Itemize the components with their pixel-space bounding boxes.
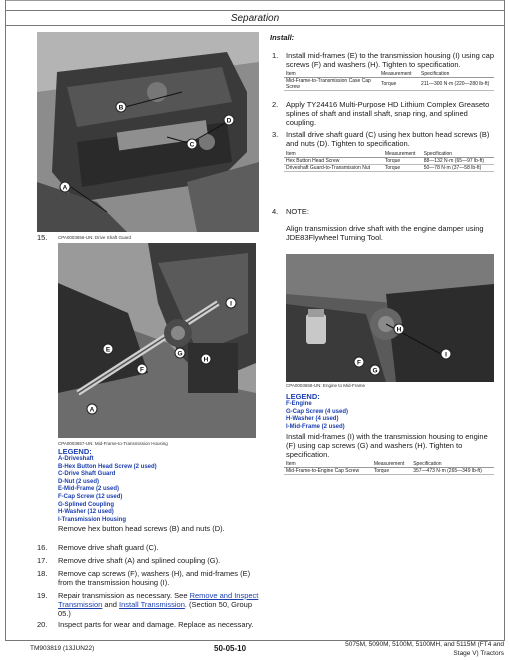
footer-models-line1: 5075M, 5090M, 5100M, 5100MH, and 5115M (FT4 and <box>345 641 504 648</box>
spec-table-mid-frame-transmission <box>284 71 494 91</box>
spec-1-col-measurement: Measurement <box>379 71 419 78</box>
step-19-post: . (Section 50, Group 05.) <box>58 600 253 618</box>
install-step-3-number: 3. <box>272 130 279 139</box>
step-15-number: 15. <box>37 233 48 242</box>
step-20-number: 20. <box>37 620 48 629</box>
callout-f3-label: F <box>357 359 361 367</box>
right-legend <box>286 392 348 431</box>
install-step-4-number: 4. <box>272 207 279 216</box>
legend-item-f: F-Cap Screw (12 used) <box>58 493 123 500</box>
callout-f-label: F <box>140 366 144 374</box>
step-19-text <box>58 591 263 618</box>
callout-g-label: G <box>177 350 183 358</box>
step-17-number: 17. <box>37 556 48 565</box>
install-heading: Install: <box>270 33 295 42</box>
figure-mid-frame-transmission <box>58 243 256 438</box>
legend-item-h: H-Washer (12 used) <box>58 509 114 516</box>
callout-d-label: D <box>226 117 232 125</box>
spec-1-col-spec: Specification <box>419 71 494 78</box>
step-16-text: Remove drive shaft guard (C). <box>58 543 159 552</box>
step-16-number: 16. <box>37 543 48 552</box>
spec-2-col-spec: Specification <box>422 151 494 158</box>
spec-2-row1-measurement: Torque <box>383 158 422 165</box>
step-19-mid: and <box>104 600 117 609</box>
spec-3-col-item: Item <box>284 461 372 468</box>
figure-engine-mid-frame <box>286 254 494 382</box>
legend-item-d: D-Nut (2 used) <box>58 478 99 485</box>
callout-a2-label: A <box>89 406 95 414</box>
note-text: Align transmission drive shaft with the engine damper using JDE83Flywheel Turning Tool. <box>286 224 484 242</box>
legend-item-g: G-Splined Coupling <box>58 501 114 508</box>
callout-h3-label: H <box>396 326 402 334</box>
legend-item-h-washer: H-Washer (4 used) <box>286 416 339 423</box>
step-20-text: Inspect parts for wear and damage. Replace as necessary. <box>58 620 254 629</box>
install-step-1-number: 1. <box>272 51 279 60</box>
callout-e-label: E <box>105 346 111 354</box>
left-legend <box>58 447 157 524</box>
legend-item-a: A-Driveshaft <box>58 456 94 462</box>
step-18-number: 18. <box>37 569 48 578</box>
footer-page-number: 50-05-10 <box>214 644 247 653</box>
spec-3-row-measurement: Torque <box>372 468 411 475</box>
callout-b-label: B <box>118 104 124 112</box>
spec-3-col-spec: Specification <box>411 461 494 468</box>
left-legend-title: LEGEND: <box>58 447 92 456</box>
spec-3-row-spec: 357—473 N·m (265—349 lb-ft) <box>411 468 494 475</box>
legend-item-i-mid-frame: I-Mid-Frame (2 used) <box>286 423 345 430</box>
spec-1-row-item: Mid-Frame-to-Transmission Case Cap Screw <box>284 78 379 91</box>
install-mid-frames-text: Install mid-frames (I) with the transmission housing to engine (F) using cap screws (G) and washers (H). Tighten to specification. <box>286 432 488 459</box>
footer-doc-id: TM903819 (13JUN22) <box>30 645 95 652</box>
install-step-2-text: Apply TY24416 Multi-Purpose HD Lithium Complex Greaseto splines of shaft and install shaft, snap ring, and splined coupling. <box>286 100 490 127</box>
right-legend-title: LEGEND: <box>286 392 320 401</box>
legend-item-e: E-Mid-Frame (2 used) <box>58 486 120 493</box>
figure-3-illustration <box>286 254 494 382</box>
step-19-pre: Repair transmission as necessary. See <box>58 591 188 600</box>
install-step-2-number: 2. <box>272 100 279 109</box>
legend-item-i: I-Transmission Housing <box>58 516 127 523</box>
spec-table-guard <box>284 151 494 172</box>
spec-3-col-measurement: Measurement <box>372 461 411 468</box>
page-footer <box>0 640 510 660</box>
legend-item-b: B-Hex Button Head Screw (2 used) <box>58 463 157 470</box>
spec-2-row2-measurement: Torque <box>383 165 422 172</box>
figure-drive-shaft-guard <box>37 32 259 232</box>
link-install-transmission[interactable]: Install Transmission <box>119 600 185 609</box>
callout-g3-label: G <box>372 367 378 375</box>
spec-3-row-item: Mid-Frame-to-Engine Cap Screw <box>284 468 372 475</box>
link-remove-inspect-transmission[interactable]: Remove and Inspect Transmission <box>58 591 259 609</box>
table-row <box>284 78 494 91</box>
callout-c-label: C <box>189 141 195 149</box>
spec-2-row1-spec: 88—132 N·m (65—97 lb-ft) <box>422 158 494 165</box>
figure-1-caption: CPA0003656-UN: Drive Shaft Guard <box>58 235 131 240</box>
legend-item-g-cap-screw: G-Cap Screw (4 used) <box>286 408 349 415</box>
remove-screws-text: Remove hex button head screws (B) and nuts (D). <box>58 524 225 533</box>
spec-1-row-measurement: Torque <box>379 78 419 91</box>
legend-item-f-engine: F-Engine <box>286 401 312 407</box>
spec-1-col-item: Item <box>284 71 379 78</box>
callout-i3-label: I <box>445 351 447 359</box>
spec-2-row2-spec: 50—78 N·m (37—58 lb-ft) <box>422 165 494 172</box>
install-step-1-text: Install mid-frames (E) to the transmission housing (I) using cap screws (F) and washers (H). Tighten to specification. <box>286 51 494 69</box>
spec-2-col-measurement: Measurement <box>383 151 422 158</box>
spec-1-row-spec: 211—300 N·m (220—280 lb-ft) <box>419 78 494 91</box>
step-18-text: Remove cap screws (F), washers (H), and mid-frames (E) from the transmission housing (I). <box>58 569 251 587</box>
spec-2-row2-item: Driveshaft Guard-to-Transmission Nut <box>284 165 383 172</box>
table-row <box>284 165 494 172</box>
table-row <box>284 158 494 165</box>
spec-table-engine <box>284 461 494 475</box>
callout-a-label: A <box>62 184 68 192</box>
footer-models-line2: Stage V) Tractors <box>453 650 504 657</box>
install-step-3-text: Install drive shaft guard (C) using hex button head screws (B) and nuts (D). Tighten to specification. <box>286 130 490 148</box>
spec-2-col-item: Item <box>284 151 383 158</box>
note-label: NOTE: <box>286 207 309 216</box>
figure-1-illustration <box>37 32 259 232</box>
step-17-text: Remove drive shaft (A) and splined coupling (G). <box>58 556 221 565</box>
section-title: Separation <box>230 13 280 24</box>
table-row <box>284 468 494 475</box>
callout-i-label: I <box>230 300 232 308</box>
legend-item-c: C-Drive Shaft Guard <box>58 471 116 478</box>
figure-3-caption: CPA0003658-UN: Engine to Mid-Frame <box>286 383 365 388</box>
callout-h-label: H <box>203 356 209 364</box>
spec-2-row1-item: Hex Button Head Screw <box>284 158 383 165</box>
section-header <box>5 10 505 26</box>
step-19-number: 19. <box>37 591 48 600</box>
figure-2-caption: CPA0003657-UN: Mid-Frame-to-Transmission Housing <box>58 441 168 446</box>
figure-2-illustration <box>58 243 256 438</box>
